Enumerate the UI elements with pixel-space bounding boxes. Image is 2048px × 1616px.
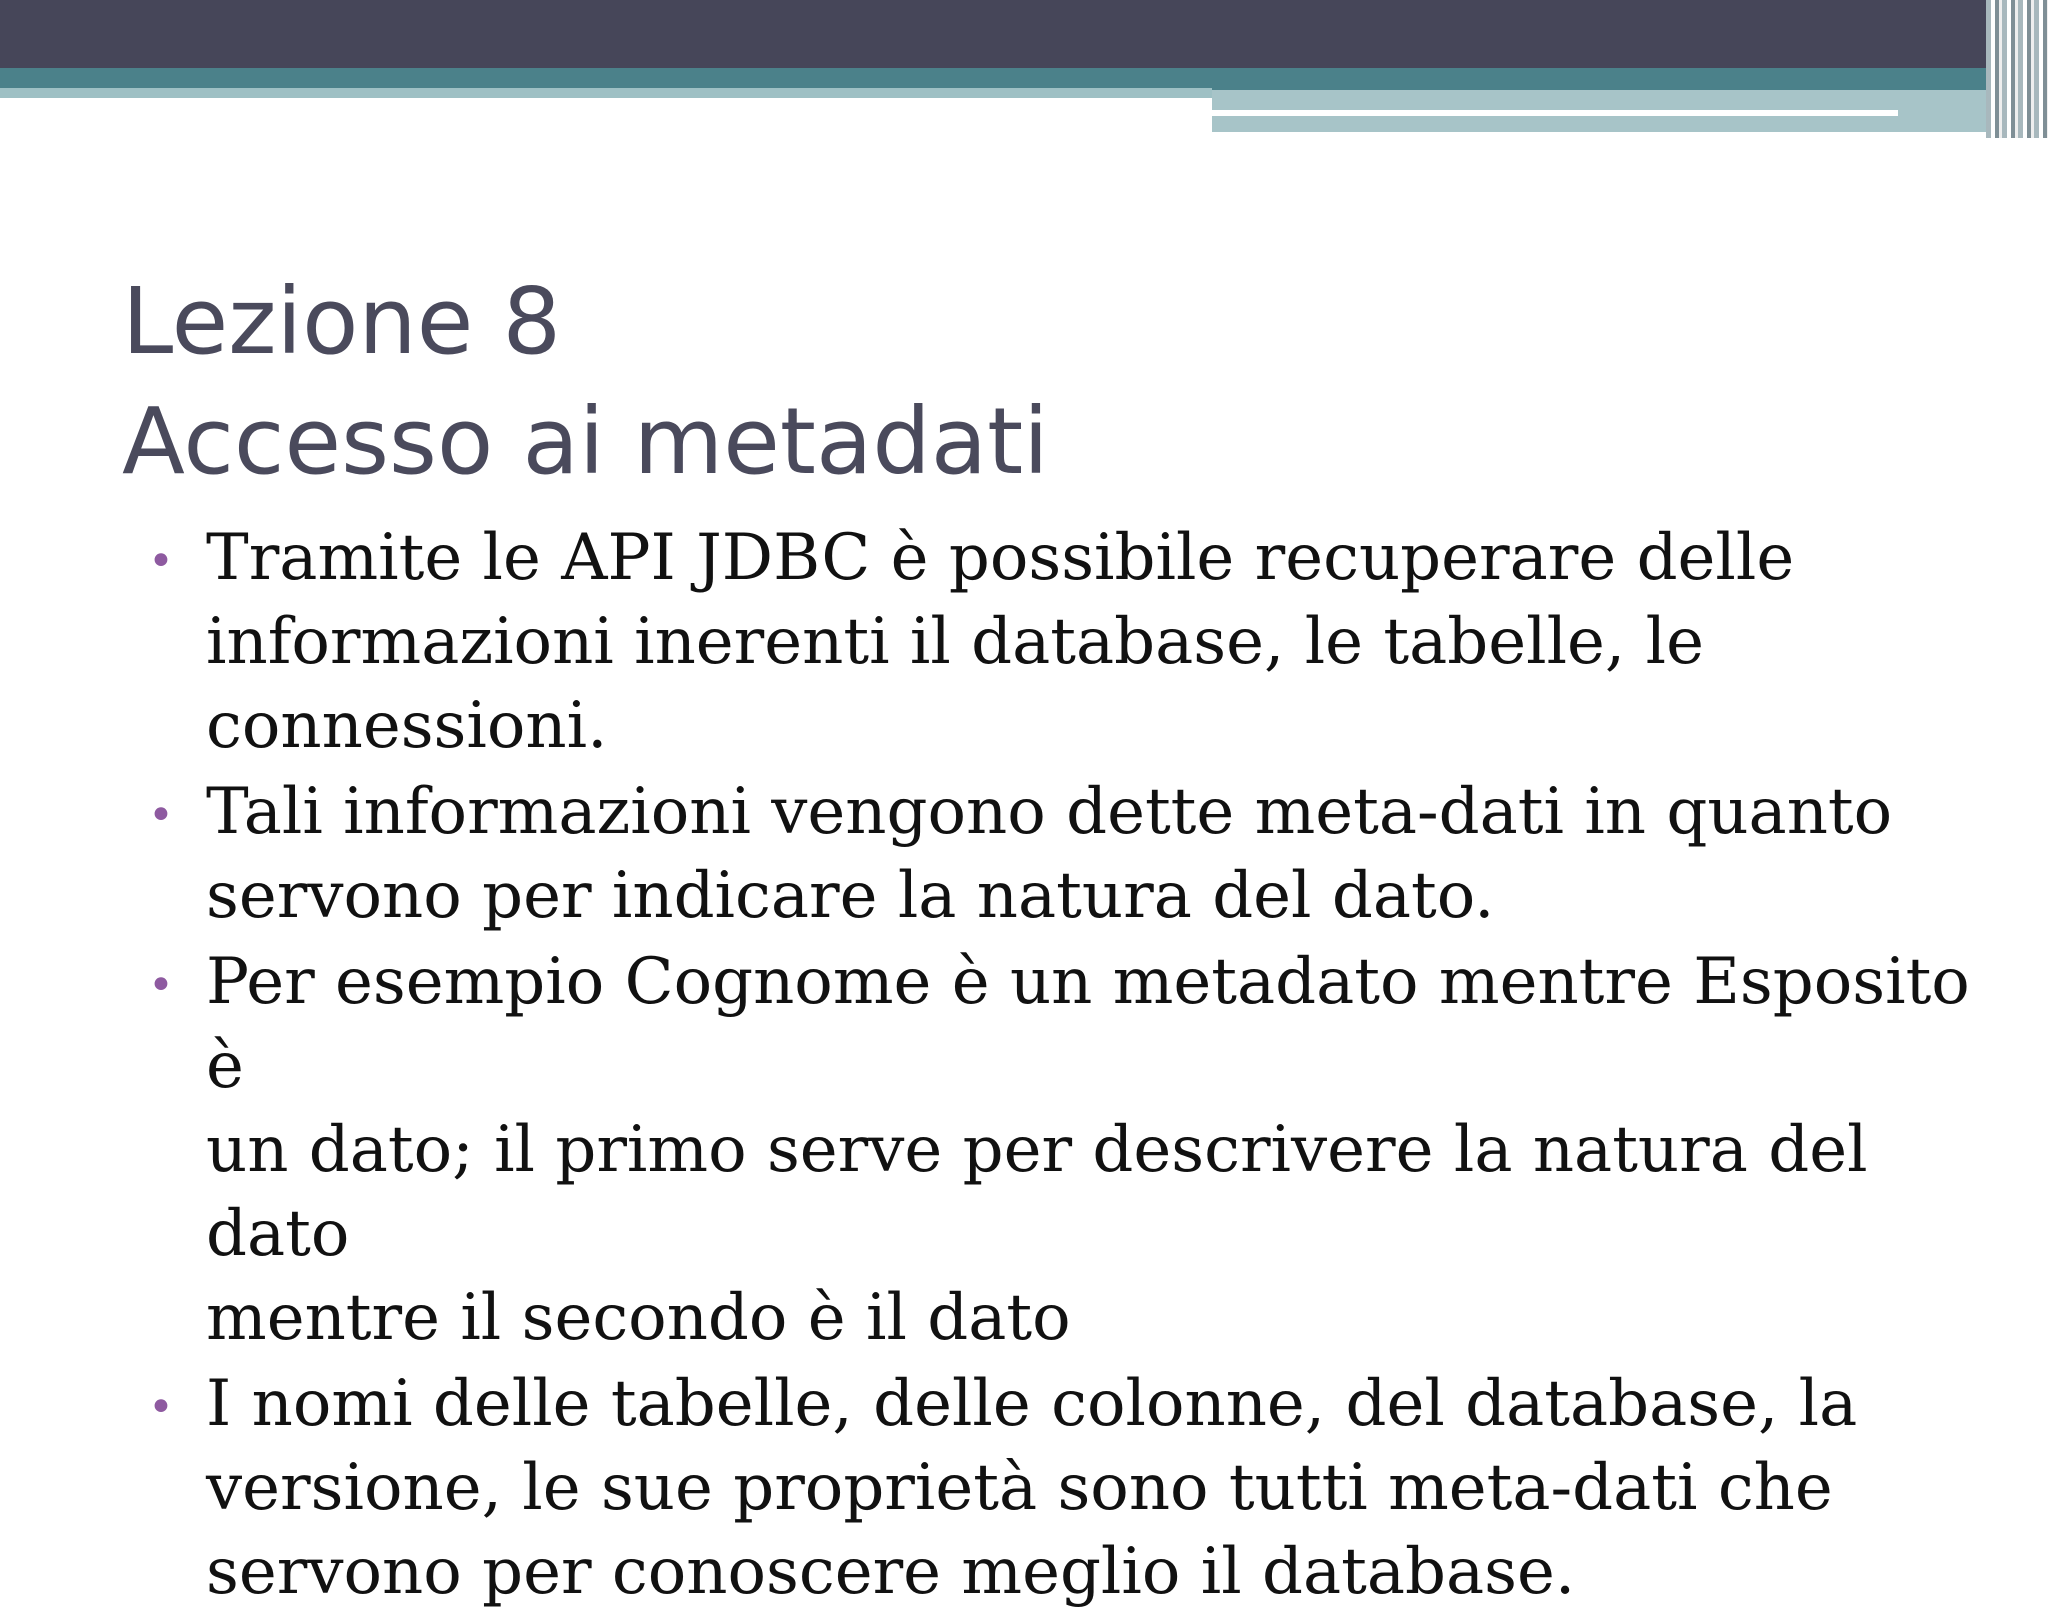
- header-band-dark: [0, 0, 2048, 68]
- bullet-line: informazioni inerenti il database, le tabelle, le: [206, 605, 1704, 679]
- bullet-line: I nomi delle tabelle, delle colonne, del database, la: [206, 1367, 1858, 1441]
- header-band-light: [0, 88, 1212, 98]
- bullet-line: servono per conoscere meglio il database.: [206, 1535, 1576, 1609]
- bullet-item: [142, 1362, 1982, 1614]
- slide-title-line-2: Accesso ai metadati: [122, 388, 1049, 495]
- bullet-line: un dato; il primo serve per descrivere la natura del dato: [206, 1113, 1868, 1271]
- bullet-item: [142, 516, 1982, 768]
- bullet-dot-icon: •: [148, 1382, 174, 1433]
- header-line: [1650, 132, 1950, 138]
- bullet-dot-icon: •: [148, 790, 174, 841]
- bullet-line: versione, le sue proprietà sono tutti meta-dati che: [206, 1451, 1833, 1525]
- bullet-list: [142, 516, 1982, 1616]
- bullet-dot-icon: •: [148, 536, 174, 587]
- bullet-dot-icon: •: [148, 960, 174, 1011]
- bullet-item: [142, 940, 1982, 1360]
- header-line: [1212, 110, 1898, 116]
- header-vertical-stripes: [1986, 0, 2048, 138]
- slide-title: [122, 262, 1049, 502]
- header-band-teal: [0, 68, 2048, 90]
- bullet-line: Tali informazioni vengono dette meta-dati in quanto: [206, 775, 1893, 849]
- bullet-line: servono per indicare la natura del dato.: [206, 859, 1495, 933]
- slide-title-line-1: Lezione 8: [122, 268, 562, 375]
- bullet-line: Per esempio Cognome è un metadato mentre Esposito è: [206, 945, 1970, 1103]
- bullet-line: mentre il secondo è il dato: [206, 1281, 1071, 1355]
- bullet-line: connessioni.: [206, 689, 608, 763]
- bullet-line: Tramite le API JDBC è possibile recuperare delle: [206, 521, 1795, 595]
- bullet-item: [142, 770, 1982, 938]
